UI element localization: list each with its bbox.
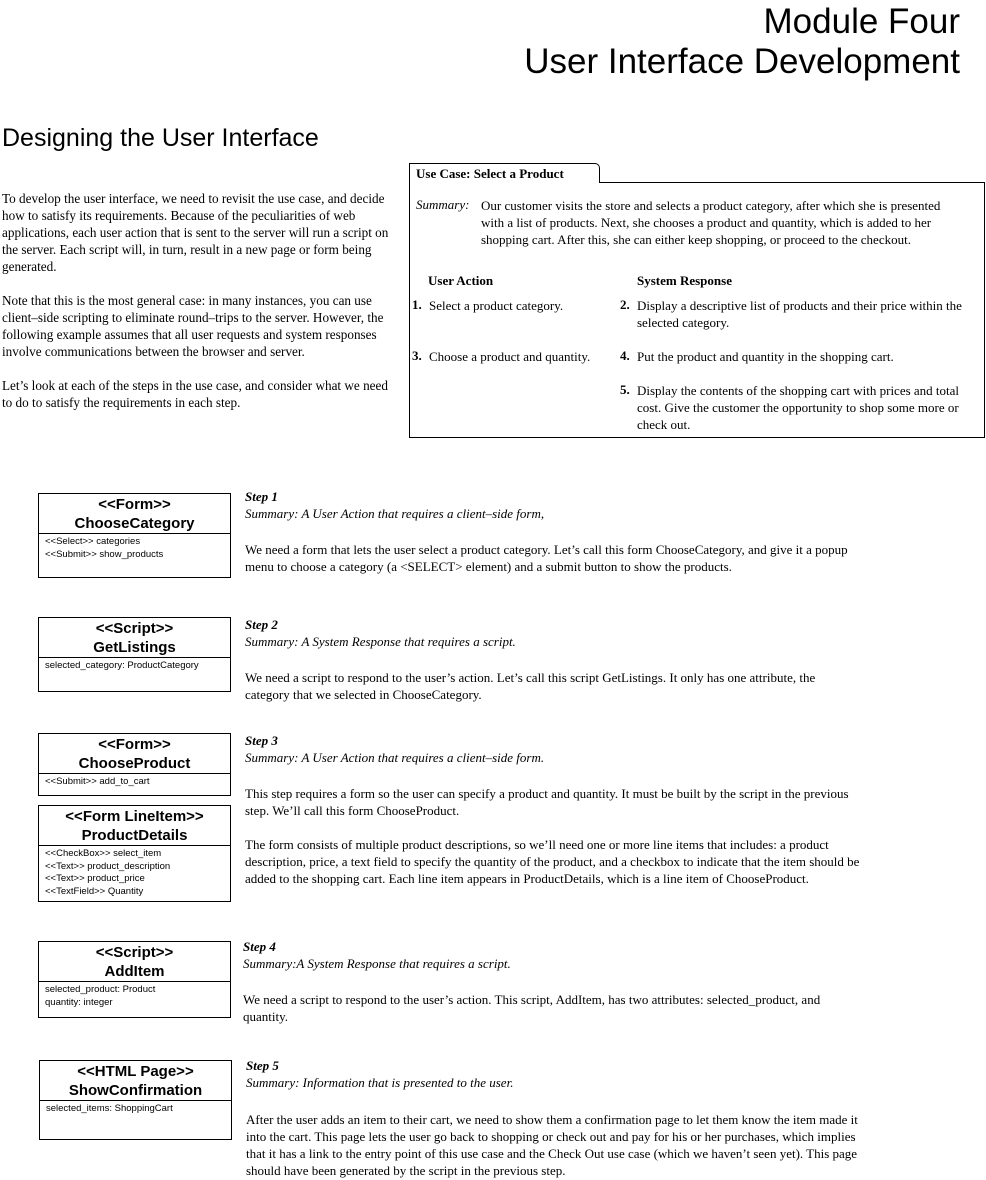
- uml-stereotype: <<Form>>: [98, 736, 171, 753]
- uml-choose-category: [38, 493, 231, 578]
- section-title: Designing the User Interface: [2, 124, 319, 152]
- uml-stereotype: <<Form>>: [98, 496, 171, 513]
- step-text: The form consists of multiple product descriptions, so we’ll need one or more line items that includes: a product description, price, a text field to specify the quantity of the product, and a checkbox to indicate that the item should be added to the shopping cart. Each line item appears in ProductDetails, which is a line item of ChooseProduct.: [245, 837, 860, 886]
- uml-stereotype: <<HTML Page>>: [77, 1063, 194, 1080]
- uml-attribute: <<Submit>> add_to_cart: [45, 776, 150, 787]
- step-title: Step 1: [245, 489, 278, 504]
- uml-class-name: ProductDetails: [81, 827, 188, 844]
- step-title: Step 2: [245, 617, 278, 632]
- uml-stereotype: <<Script>>: [95, 944, 174, 961]
- response-text: Put the product and quantity in the shopping cart.: [637, 349, 894, 364]
- uml-add-item: [38, 941, 231, 1018]
- uml-class-name: AddItem: [104, 963, 165, 980]
- uml-show-confirmation: [39, 1060, 232, 1140]
- step-text: After the user adds an item to their cart, we need to show them a confirmation page to let them know the item made it into the cart. This page lets the user go back to shopping or check out and pay for his or her purchases, which implies that it has a link to the entry point of this use case and the Check Out use case (which we haven’t seen yet). This page should have been generated by the script in the previous step.: [246, 1112, 858, 1178]
- step-text: We need a script to respond to the user’s action. This script, AddItem, has two attributes: selected_product, and quantity.: [243, 992, 821, 1024]
- module-title: User Interface Development: [524, 42, 960, 81]
- uml-stereotype: <<Script>>: [95, 620, 174, 637]
- module-header: [524, 2, 960, 82]
- uml-class-name: ChooseProduct: [78, 755, 191, 772]
- uml-attribute: <<Submit>> show_products: [45, 548, 164, 560]
- uml-class-header: [39, 618, 230, 658]
- uml-attribute: <<Text>> product_price: [45, 873, 145, 884]
- uml-product-details: [38, 805, 231, 902]
- response-text: Display a descriptive list of products and their price within the selected category.: [637, 298, 962, 330]
- uml-attribute: selected_category: ProductCategory: [45, 660, 199, 671]
- response-number: 4.: [620, 348, 630, 363]
- intro-paragraph: Note that this is the most general case: in many instances, you can use client–side scripting to eliminate round–trips to the server. However, the following example assumes that all user requests and system responses involve communications between the browser and server.: [2, 293, 384, 359]
- use-case-summary: Our customer visits the store and selects a product category, after which she is presented with a list of products. Next, she chooses a product and quantity, which is added to her shopping cart. After this, she can either keep shopping, or proceed to the checkout.: [481, 198, 941, 247]
- action-text: Choose a product and quantity.: [429, 349, 591, 364]
- action-number: 3.: [412, 348, 422, 363]
- step-summary: Summary: A System Response that requires a script.: [245, 634, 516, 649]
- step-title: Step 5: [246, 1058, 279, 1073]
- uml-stereotype: <<Form LineItem>>: [65, 808, 204, 825]
- use-case-tab: Use Case: Select a Product: [409, 163, 600, 183]
- uml-class-name: ShowConfirmation: [68, 1082, 203, 1099]
- uml-class-header: [39, 734, 230, 774]
- uml-attribute: selected_items: ShoppingCart: [46, 1103, 173, 1114]
- action-text: Select a product category.: [429, 298, 564, 313]
- step-text: This step requires a form so the user can specify a product and quantity. It must be built by the script in the previous step. We’ll call this form ChooseProduct.: [245, 786, 849, 818]
- uml-get-listings: [38, 617, 231, 692]
- step-title: Step 4: [243, 939, 276, 954]
- uml-class-name: GetListings: [93, 639, 176, 656]
- system-response-header: System Response: [637, 273, 732, 288]
- step-text: We need a form that lets the user select a product category. Let’s call this form ChooseCategory, and give it a popup menu to choose a category (a <SELECT> element) and a submit button to show the products.: [245, 542, 848, 574]
- uml-attribute: selected_product: Product: [45, 984, 156, 995]
- uml-attributes: [39, 774, 230, 789]
- action-number: 1.: [412, 297, 422, 312]
- uml-attribute: <<CheckBox>> select_item: [45, 848, 162, 859]
- use-case-summary-label: Summary:: [416, 197, 470, 212]
- uml-class-header: [40, 1061, 231, 1101]
- user-action-header: User Action: [428, 273, 494, 288]
- uml-attribute: <<TextField>> Quantity: [45, 885, 144, 897]
- module-number: Module Four: [763, 2, 960, 41]
- response-number: 2.: [620, 297, 630, 312]
- step-summary: Summary: Information that is presented to the user.: [246, 1075, 514, 1090]
- step-text: We need a script to respond to the user’s action. Let’s call this script GetListings. It only has one attribute, the category that we selected in ChooseCategory.: [245, 670, 816, 702]
- response-text: Display the contents of the shopping cart with prices and total cost. Give the customer the opportunity to shop some more or check out.: [637, 383, 960, 432]
- uml-attribute: <<Text>> product_description: [45, 860, 171, 872]
- response-number: 5.: [620, 382, 630, 397]
- uml-attributes: [39, 658, 230, 673]
- uml-attribute: quantity: integer: [45, 996, 113, 1008]
- uml-attributes: [39, 534, 230, 561]
- step-summary: Summary: A User Action that requires a client–side form.: [245, 750, 545, 765]
- intro-text: [2, 190, 400, 428]
- intro-paragraph: To develop the user interface, we need to revisit the use case, and decide how to satisfy its requirements. Because of the peculiarities of web applications, each user action that is sent to the server will run a script on the server. Each script will, in turn, result in a new page or form being generated.: [2, 191, 389, 274]
- step-summary: Summary: A User Action that requires a client–side form,: [245, 506, 545, 521]
- uml-choose-product: [38, 733, 231, 796]
- uml-attributes: [39, 846, 230, 898]
- uml-attributes: [39, 982, 230, 1009]
- uml-class-header: [39, 494, 230, 534]
- intro-paragraph: Let’s look at each of the steps in the use case, and consider what we need to do to satisfy the requirements in each step.: [2, 378, 388, 410]
- uml-attributes: [40, 1101, 231, 1116]
- uml-attribute: <<Select>> categories: [45, 536, 141, 547]
- step-title: Step 3: [245, 733, 278, 748]
- uml-class-name: ChooseCategory: [74, 515, 195, 532]
- uml-class-header: [39, 806, 230, 846]
- step-summary: Summary:A System Response that requires a script.: [243, 956, 511, 971]
- uml-class-header: [39, 942, 230, 982]
